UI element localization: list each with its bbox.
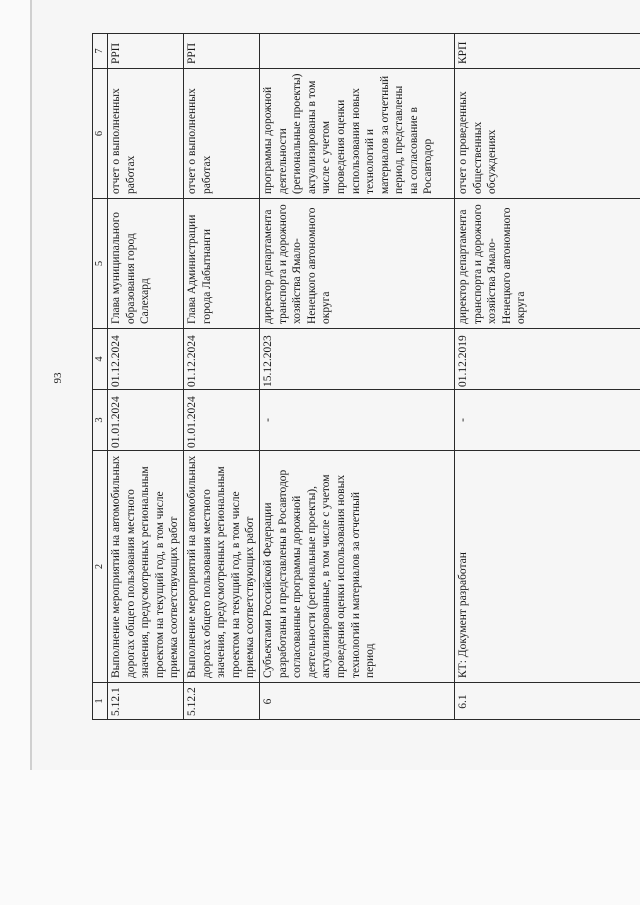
header-cell: 7 [93,34,108,69]
row-end-date: 15.12.2023 [259,329,454,390]
row-level: КРП [454,34,640,69]
row-number: 6.1 [454,683,640,720]
row-level: РРП [108,34,184,69]
plan-table [92,33,640,720]
row-description: КТ: Документ разработан [454,451,640,683]
row-end-date: 01.12.2024 [183,329,259,390]
row-result: отчет о выполненных работах [108,69,184,199]
header-cell: 4 [93,329,108,390]
row-start-date: 01.01.2024 [183,390,259,451]
row-description: Субъектами Российской Федерации разработаны и представлены в Росавтодор согласованные программы дорожной деятельности (региональные проекты), актуализированные, в том числе с учетом проведения оценки использования новых технологий и материалов за отчетный период [259,451,454,683]
row-responsible: директор департамента транспорта и дорожного хозяйства Ямало-Ненецкого автономного округа [454,199,640,329]
row-start-date: 01.01.2024 [108,390,184,451]
header-cell: 3 [93,390,108,451]
row-level [259,34,454,69]
row-description: Выполнение мероприятий на автомобильных дорогах общего пользования местного значения, предусмотренных региональным проектом на текущий год, в том числе приемка соответствующих работ [108,451,184,683]
table-row [454,34,640,720]
header-cell: 6 [93,69,108,199]
scan-edge-divider [30,0,32,770]
row-responsible: Глава Администрации города Лабытнанги [183,199,259,329]
table-row [108,34,184,720]
row-result: программы дорожной деятельности (региональные проекты) актуализированы в том числе с учетом проведения оценки использования новых технологий и материалов за отчетный период, представлены на согласование в Росавтодор [259,69,454,199]
table-row [183,34,259,720]
row-responsible: Глава муниципального образования город Салехард [108,199,184,329]
row-start-date: - [259,390,454,451]
header-cell: 2 [93,451,108,683]
row-responsible: директор департамента транспорта и дорожного хозяйства Ямало-Ненецкого автономного округа [259,199,454,329]
row-start-date: - [454,390,640,451]
row-number: 6 [259,683,454,720]
table-row [259,34,454,720]
row-result: отчет о проведенных общественных обсуждениях [454,69,640,199]
row-end-date: 01.12.2024 [108,329,184,390]
header-cell: 1 [93,683,108,720]
row-number: 5.12.1 [108,683,184,720]
row-end-date: 01.12.2019 [454,329,640,390]
table-header-row [93,34,108,720]
rotated-table-container [92,34,630,720]
row-number: 5.12.2 [183,683,259,720]
row-level: РРП [183,34,259,69]
page-number: 93 [52,372,64,384]
header-cell: 5 [93,199,108,329]
row-result: отчет о выполненных работах [183,69,259,199]
row-description: Выполнение мероприятий на автомобильных дорогах общего пользования местного значения, предусмотренных региональным проектом на текущий год, в том числе приемка соответствующих работ [183,451,259,683]
